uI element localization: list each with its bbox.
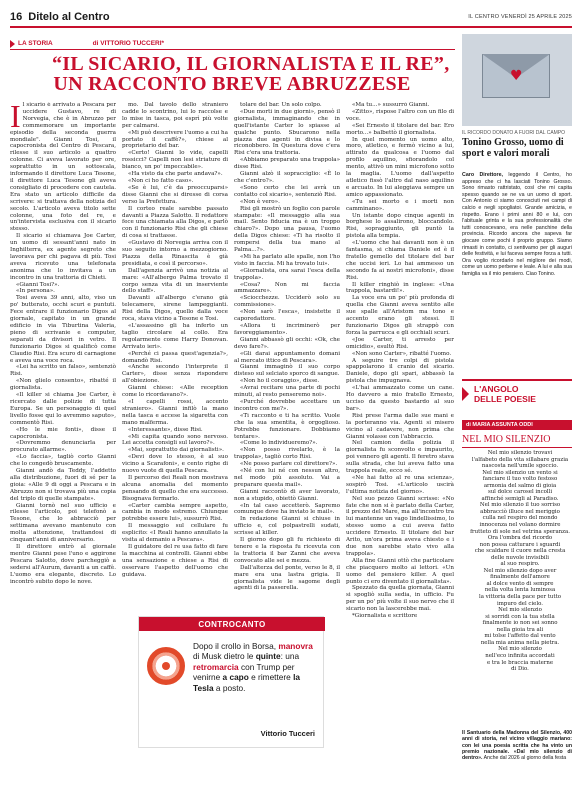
controcanto-fragment: e rimettere: [248, 672, 294, 683]
triangle-icon: [10, 40, 15, 48]
paragraph: *Giornalista e scrittore: [352, 613, 418, 620]
poem-line: l'alfabeto della vita sillabare grazia: [471, 456, 569, 463]
controcanto-fragment: a posto.: [213, 682, 246, 693]
paragraph: Nel camion della polizia il giornalista fu sconvolto e impaurito, poi vennero gli agenti. Il feretro stava sulla strada, che lui aveva fatto una trappola reale, ecco sé.: [346, 440, 454, 475]
poem-text: [470, 450, 570, 673]
paragraph: «Sei Ernesto il titolare del bar. Ero morto...» balbettò il giornalista.: [346, 122, 454, 136]
paragraph: «I capelli rossi, accento straniero». Gianni infilò la mano nella tasca e accese la sigaretta con mano malferma.: [122, 398, 228, 426]
paragraph: «Sciocchezze. Ucciderò solo su commissione».: [234, 295, 340, 309]
poem-line: armonia del salmo di gioia: [483, 482, 557, 489]
paragraph: In redazione Gianni si chiuse in ufficio e, col polpastrelli sudati, scrisse al killer.: [234, 516, 340, 537]
paragraph: «Lei ha scritto un falso», sentenziò Risi.: [10, 364, 116, 378]
poem-line: Nel mio silenzio dopo aver: [483, 567, 557, 574]
poem-line: Nel mio silenzio un vento si: [482, 469, 558, 476]
controcanto-fragment: retromarcia: [193, 661, 239, 672]
article-column-2: [122, 102, 228, 610]
section-title: Ditelo al Centro: [28, 11, 110, 23]
paragraph: «L'uomo che hai davanti non è un fantasma, si chiama Daniele ed è il fratello gemello del titolare del bar che uccisi ieri. Lo hai ammesso un secondo fa ai nostri microfoni», disse Risi.: [346, 240, 454, 281]
letter-envelope-image: [462, 34, 572, 126]
paragraph: «Non sarò l'esca», insistette il caporedattore.: [234, 309, 340, 323]
article-column-1: [10, 102, 116, 792]
paragraph: «Certo! Gianni lo vide, capelli rossicci? Capelli non lesi striature di bianco, un po' impeccabile».: [122, 150, 228, 171]
paragraph: «Tu sei morto e i morti non camminano».: [346, 198, 454, 212]
article-column-3: [234, 102, 340, 610]
controcanto-fragment: con Trump per venirne: [193, 661, 295, 683]
poem-line: al suo respiro.: [500, 561, 540, 568]
paragraph: Il messaggio sul cellulare fu esplicito: «I Reali hanno annullato la visita al demanio a Pescara».: [122, 523, 228, 544]
article-tag: LA STORIA: [18, 40, 53, 47]
poem-line: e tra le braccia materne: [486, 659, 554, 666]
paragraph: Gianni andò da Teddy, l'addetto alla distribuzione, fuori di sé per la gioia: «Alle 9 di oggi a Pescara e in Abruzzo non si trovava più una copia del triplo di quelle stampate».: [10, 468, 116, 502]
triangle-icon: [462, 387, 469, 401]
paragraph: Gianni chiese: «Alle reception come lo ricordavano?».: [122, 385, 228, 399]
controcanto-fragment: Dopo il crollo in Borsa,: [193, 641, 279, 651]
paragraph: Tosi aveva 39 anni, alto, viso un po' butterato, occhi scuri e puntuti. Fece entrare il funzionario Digos al giornale, capitato in un grande edificio in via Tiburtina Valeria, pieno di scrivanie e computer, separati da divisori in vetro. Il funzionario Digos si qualificò come Claudio Risi. Era scuro di carnagione e aveva una voce roca.: [10, 295, 116, 364]
controcanto-fragment: quinte: [255, 651, 281, 662]
poem-footnote-text: Il Santuario della Madonna del Silenzio, 400 anni di storia, nel vicino villaggio mariano: con lei una poesia scritta che ha vinto un premio nazionale. «Dal mio silenzio di dentro».: [462, 730, 572, 762]
paragraph: Gianni raccontò di aver lavorato, non a stupido, obiettò Gianni.: [234, 488, 340, 502]
paragraph: Gianni tornò nel suo ufficio e rilesse l'articolo, poi telefonò a Tesone, che lo abbracciò per settimana avevano mantenuto con molta attenzione, trattandosi di cinquant'anni di anniversario.: [10, 502, 116, 544]
controcanto-fragment: la Tesla: [193, 672, 301, 693]
paragraph: Il guidatore del re usa fatto di fare la macchina ai controlli. Gianni ebbe una sensazione e chiese a Risi di osservare l'aspetto dell'uomo che guidava.: [122, 544, 228, 578]
poetry-corner-header: [462, 379, 572, 417]
poem-line: Nel mio silenzio: [498, 646, 542, 653]
paragraph: «Purché dovrebbe accettare un incontro con me?».: [234, 398, 340, 412]
poem-line: la vittoria della pace per tutto: [479, 594, 561, 601]
paragraph: Spezzato da quella giornata, Gianni si spogliò sulla sedia, in ufficio. Fu per un po' più volte il suo nervo che il sicario non la lascerebbe mai.: [346, 585, 454, 613]
letter-salutation: Caro Direttore,: [462, 172, 504, 178]
controcanto-fragment: di Musk dietro le: [193, 651, 256, 662]
letter-body: [462, 172, 572, 278]
paragraph: «Cosa? Non mi faccia ammazzare».: [234, 281, 340, 295]
page-number: 16: [10, 11, 23, 23]
poem-line: fanciare il tuo volto festoso: [482, 476, 558, 483]
paragraph: «Ne hai fatto al re una scienza», sospirò Tosi. «L'articolo uscirà l'ultima notizia del giorno».: [346, 474, 454, 495]
poem-line: al dolce vento di sempre: [486, 580, 554, 587]
poem-line: delle nuvole invisibili: [491, 554, 549, 561]
letter-title: Tonino Grosso, uomo di sport e valori morali: [462, 137, 564, 159]
paragraph: «Mi ha parlato alle spalle, non l'ho visto in faccia. Mi ha trovato lui».: [234, 253, 340, 267]
paragraph: Risi gli mostrò un foglio con parole stampate: «Il messaggio alla sua mail. Sento fiducia ma è un troppo chiaro?». Dopo una pausa, l'uomo della Digos chiese: «Ti ha risolto il rompersi della tua mano al Palma...?».: [234, 205, 340, 254]
paragraph: «Gli darai appuntamento domani al mercato ittico di Pescara».: [234, 350, 340, 364]
paragraph: «Avrai recitare una parte di pochi minuti, al resto penseremo noi».: [234, 385, 340, 399]
paragraph: «Ne posso parlare col direttore?».: [240, 461, 338, 468]
tesla-logo-icon: [147, 647, 185, 685]
paragraph: «Mi può descrivere l'uomo a cui ha portato il caffè?», chiese al proprietario del bar.: [122, 129, 228, 150]
page-header: [10, 8, 572, 28]
article-column-4: [346, 102, 454, 792]
controcanto-label: CONTROCANTO: [139, 617, 325, 631]
letter-text: leggendo il Centro, ho appreso che ci ha lasciati Tonino Grosso. Sono rimasto rattristato, così che mi capita spesso quando se ne va un uomo di sport. Con Antonio ci siamo conosciuti nei campi di calcio e negli spogliatoi. Grande amicizia, e rispetto. Erano i primi anni 80 e lui, con l'abituale grinta e la sua professionalità che tutti conoscevano, era nelle panchine della provincia. Ricordo ancora che sapeva far giocare come pochi il proprio gruppo. Siamo rimasti in contatto, ci sentivamo per gli auguri delle festività, e lui faceva sempre forza a tutti. Ora voglio ricordarlo nel migliore dei modi, come un uomo perbene e leale. A lui e alla sua famiglia va il mio pensiero. Ciao Tonino.: [462, 172, 572, 277]
paragraph: Gianni immaginò il suo corpo disteso sul selciato sporco di sangue.: [234, 364, 340, 378]
poem-line: mi tolse l'affetto dal vento: [484, 633, 556, 640]
paragraph: «Anche secondo l'interprete il Carter», disse senza rispondere all'obiezione.: [122, 364, 228, 385]
poem-line: di Dio.: [511, 666, 529, 673]
poem-line: nascosta nell'umile sgoccio.: [481, 463, 559, 470]
paragraph: «Né con lui né con nessun altro, nel modo più assoluto. Vai a preparare questa mail».: [234, 468, 340, 488]
paragraph: «Mai, soprattutto dai giornalisti».: [128, 447, 224, 454]
paragraph: In quel momento un uomo alto, moro, atletico, e fermò vicino a lui, attirato da qualcosa e l'uomo dal profilo aquilino, sfiorandolo col mento, attivò un mini microfono sotto la maglia. L'uomo dall'aspetto atletico fissò l'altro dal naso aquilino e arcuato. In lui aleggiava sempre un amico appassionato.: [346, 136, 454, 198]
paragraph: «Ha visto da che parte andava?».: [128, 171, 223, 178]
headline-line-1: “IL SICARIO, IL GIORNALISTA E IL RE”,: [52, 53, 450, 75]
poetry-corner-title-line-1: L'ANGOLO: [474, 384, 519, 394]
paragraph: «Devi dove lo stesso, è al suo vicino a Scarafoni», e cento righe di nuovo vuote di quella Pescara.: [122, 454, 228, 475]
paragraph: «Giornalista, ora sarai l'esca della trappola».: [234, 267, 340, 281]
paragraph: «Se è lui, c'è da preoccuparsi» disse Gianni che si diresse di corsa verso la Prefettura.: [122, 184, 228, 205]
paragraph: Il killer ringhiò in inglese: «Una trappola, bastardi!».: [346, 281, 454, 295]
paragraph: Gianni abbassò gli occhi: «Ok, che devo fare?».: [234, 336, 340, 350]
paragraph: «Dovremmo denunciarla per procurato allarme».: [10, 440, 116, 454]
controcanto-text: [193, 641, 319, 693]
paragraph: Il corteo reale sarebbe passato davanti a Piazza Salotto. Il redattore fece una chiamata alla Digos, e parlò con il funzionario Risi che gli chiese di cosa si trattasse.: [122, 205, 228, 240]
paragraph: «Non posso rivelarlo, è la trappola», tagliò corto Risi.: [234, 447, 340, 461]
paragraph: «Gianni Tosi?».: [16, 281, 60, 288]
drop-cap: I: [10, 102, 21, 134]
paragraph: Un istante dopo cinque agenti in borghese lo assalirono, bloccandolo. Risi, sopraggiunto, gli puntò la pistola alla tempia.: [346, 212, 454, 240]
letter-caption: IL RICORDO DONATO A FUORI DAL CAMPO: [462, 130, 566, 136]
poem-line: culla nel respiro del mondo: [482, 515, 558, 522]
poem-line: abbracciò illuce nel meriggio: [480, 508, 560, 515]
paragraph: Il sicario si chiamava Joe Carter, un uomo di sessant'anni nato in Inghilterra, ex agente segreto che lavorava per chi pagava di più. Tosi aveva ricevuto una telefonata anonima che lo invitava a un incontro in una trattoria di Chieti.: [10, 233, 116, 281]
paragraph: «Lo faccia», tagliò corto Gianni che lo congedò bruscamente.: [10, 454, 116, 468]
paragraph: Davanti all'albergo c'erano già telecamere, sirene lampeggianti. Risi della Digos, quello dalla voce roca, stava vicino a Tesone e Tosi.: [122, 295, 228, 323]
poem-line: non possa catturare i sguardi: [479, 541, 561, 548]
headline: [52, 53, 450, 95]
poem-line: nella volta lenta luminosa: [484, 587, 556, 594]
poem-line: che scaldare il cuore nella cresta: [474, 548, 566, 555]
paragraph: «Joe Carter, ti arresto per omicidio», esultò Risi.: [346, 336, 454, 350]
paragraph: «Ti racconto e ti ha scritto. Vuole che la sua smentita, è orgoglioso. Potrebbe funzionare. Dobbiamo tentare».: [234, 412, 340, 440]
paragraph: A seguire tre colpi di pistola spappolarono il cranio del sicario. Daniele, dopo gli spari, abbassò la pistola che impugnava.: [346, 357, 454, 385]
poem-footnote: [462, 730, 572, 761]
paragraph: «Ho le mie fonti», disse il capocronista.: [10, 426, 116, 440]
poem-line: finalmente io non sei sonno: [482, 620, 558, 627]
poem-title: NEL MIO SILENZIO: [462, 434, 572, 448]
poem-line: Ora l'ombra del ricordo: [487, 535, 553, 542]
poem-line: impuro del cielo.: [497, 600, 543, 607]
paragraph: mo. Dal tavolo dello straniero cadde lo scontrino, lui lo raccolse e lo mise in tasca, poi esprì più volte per calmarsi.: [122, 102, 228, 129]
paragraph: Nel suo pezzo Gianni scrisse: «No fate che non si è parlato della Carter, il prezzo del Mare, ma all'incontro tra lui mantenne un vago lindellissimo, lo stesso uomo a cui aveva fatto uccidere Ernesto. Il titolare del bar Arito, un'ora prima aveva chiesto e i due non sarebbe stato vivo alla trappola».: [346, 495, 454, 557]
poem-line: finalmente dell'amore: [490, 574, 550, 581]
paragraph: «Abbiamo preparato una trappola» disse Risi.: [234, 157, 340, 171]
paragraph: «In persona».: [16, 288, 55, 295]
poem-line: affinché semigli al Paradiso.: [481, 495, 559, 502]
paragraph: «In tal caso accetterò. Sapremo comunque dove ha inviato le mail».: [234, 502, 340, 516]
paragraph: «L'assassino gli ha inferto un taglio circolare al collo. Era regolarmente come Harry Donovan. Arrivato ieri».: [122, 323, 228, 350]
paragraph: La voce era un po' più profonda di quella che Gianni aveva sentito alle sue spalle all'Aristom ma tono e accento erano gli stessi. Il funzionario Digos gli strappò con forza la parrucca e gli occhiali scuri.: [346, 295, 454, 336]
headline-line-2: UN RACCONTO BREVE ABRUZZESE: [53, 73, 411, 95]
poem-line: si sorridi con la tua stella: [485, 613, 555, 620]
paragraph: «Mi capita quando sono nervoso. Lei accetta consigli sul lavoro?».: [122, 433, 228, 447]
poem-line: Nel mio silenzio il tuo sorriso: [479, 502, 561, 509]
controcanto-fragment: manovra: [278, 641, 313, 651]
poem-line: sul dolce carosel incolli: [487, 489, 553, 496]
paragraph: l sicario è arrivato a Pescara per uccidere Gustavo, re di Norvegia, che è in Abruzzo per commemorare un importante episodio della seconda guerra mondiale". Gianni Tosi, il capocronista del Centro di Pescara, rilesse il suo articolo a quattro colonne. Ci aveva lavorato per ore, soprattutto in un sottoscala, informando il direttore Luca Tesone, il direttore Luca Tesone gli aveva consigliato di procedere con cautela. Era stato un articolo difficile da scrivere: si trattava della notizia del secolo. L'articolo aveva titolo sette colonne, una foto del re, e un'intervista esclusiva con il sicario stesso.: [10, 102, 116, 233]
controcanto-fragment: : una: [280, 651, 300, 662]
paragraph: «Non ho il coraggio», disse.: [240, 378, 320, 385]
paragraph: «Due morti in due giorni», pensò il giornalista, immaginando che in quell'istante Carter lo spiasse al qualche punto. Sbucarono nella piazza due agenti in divisa e lo riconobbero. In Questura dove c'era Risi c'era una trattoria.: [234, 108, 340, 157]
paragraph: Dall'agenzia arrivò una notizia al mare: «All'albergo Palma trovato il corpo senza vita di un inserviente dello staff».: [122, 267, 228, 295]
article-kicker: [10, 38, 455, 50]
article-author: di VITTORIO TUCCERI*: [92, 40, 165, 47]
poem-line: nella gioia tra ali: [496, 626, 544, 633]
poetry-corner-title-line-2: DELLE POESIE: [474, 393, 536, 404]
poetry-corner-title: [474, 385, 536, 404]
paragraph: «Non sono Carter», ribatté l'uomo.: [352, 350, 452, 357]
paragraph: Dall'alterza del ponte, verso le 8, il mare era una lastra grigia. Il giornalista vide le sagome degli agenti di la passerella.: [234, 564, 340, 592]
paragraph: «Perché ci passa quest'agenzia?», domandò Risi.: [122, 350, 228, 364]
paragraph: Il giorno dopo gli fu richiesto di tenere e la risposta fu ricevuta con la trattoria il bar Zanni che aveva convocato alle sei e mezza.: [234, 537, 340, 564]
paragraph: tolare del bar. Un solo colpo.: [240, 102, 322, 108]
controcanto-author: Vittorio Tucceri: [260, 729, 315, 738]
paragraph: «Non glielo consento», ribatté il giornalista.: [10, 378, 116, 392]
paragraph: Alla fine Gianni ottò che particolare che piacquero molto ai lettori. «Un uomo del pensiero killer. A quel punto ci ero diventato il giornalista».: [346, 557, 454, 585]
paragraph: Il percorso dei Reali non mostrava alcuna anomalia del momento pensando di quello che era successo. Bisognava fermarlo.: [122, 474, 228, 502]
poem-line: Nel mio silenzio trovavi: [487, 450, 553, 456]
paragraph: «Gustavo di Norvegia arriva con il suo seguito intorno a mezzogiorno. Piazza della Rinascita è già presidiata, e così il percorso».: [122, 240, 228, 267]
paragraph: Il direttore entrò al giornale mentre Gianni pese l'uno e aggirone Pescara Salotto, dove parcheggiò a sedersi all'Aurum, davanti a un caffè. L'uomo era elegante, discreto. Lo incontrò subito dopo le nove.: [10, 544, 116, 585]
masthead: IL CENTRO VENERDÌ 25 APRILE 2025: [468, 14, 572, 20]
poem-line: nell'eco infinita accordati: [485, 652, 555, 659]
paragraph: Risi prese l'arma dalle sue mani e la porteranno via. Agenti si misero vicino al cadavere, non prima che Gianni volasse con l'abbraccio.: [346, 412, 454, 440]
paragraph: «Come lo individueremo?».: [240, 440, 318, 447]
paragraph: «Non ci ho fatto caso».: [128, 177, 194, 184]
paragraph: «Il killer si chiama Joe Carter, è ricercato dalle polizie di tutta Europa. Se un personaggio di quel livello fosse qui lo avremmo saputo», commentò Risi.: [10, 392, 116, 426]
poem-line: frutteto di sole nel vetrina speranza.: [470, 528, 570, 535]
paragraph: Gianni alzò il sopracciglio: «È lo che c'entro?».: [234, 171, 340, 184]
poem-footnote-text-2: Anche dal 2026 al giorno della festa: [483, 755, 567, 762]
controcanto-fragment: a capo: [222, 672, 249, 683]
paragraph: «Ma tu...» sussurrò Gianni.: [352, 102, 430, 108]
poem-line: innocenza nel volano dormire: [479, 522, 561, 529]
paragraph: «Sono certo che lei avrà un contatto col sicario», sentenziò Risi.: [234, 184, 340, 198]
controcanto-box: [138, 616, 324, 748]
poem-line: Nel mio silenzio: [498, 607, 542, 614]
paragraph: «Zitto», rispose l'altro con un filo di voce.: [346, 108, 454, 122]
paragraph: «L'hai ammazzato come un cane. Ho davvero a mio fratello Ernesto, ucciso da questo bastardo al suo bar».: [346, 385, 454, 412]
poetry-author: di MARIA ASSUNTA ODDI: [462, 420, 572, 430]
paragraph: «Interessante», disse Risi.: [128, 426, 203, 433]
paragraph: «Allora ti incriminerò per favoreggiamento».: [234, 323, 340, 336]
poem-line: nella mia anima nella pietra.: [480, 639, 560, 646]
paragraph: «Non è vero».: [240, 198, 280, 205]
paragraph: «Carter cambia sempre aspetto, cambia in modo estremo. Chiunque potrebbe essere lui», sussurrò Risi.: [122, 502, 228, 523]
heart-icon: ♥: [510, 68, 523, 84]
